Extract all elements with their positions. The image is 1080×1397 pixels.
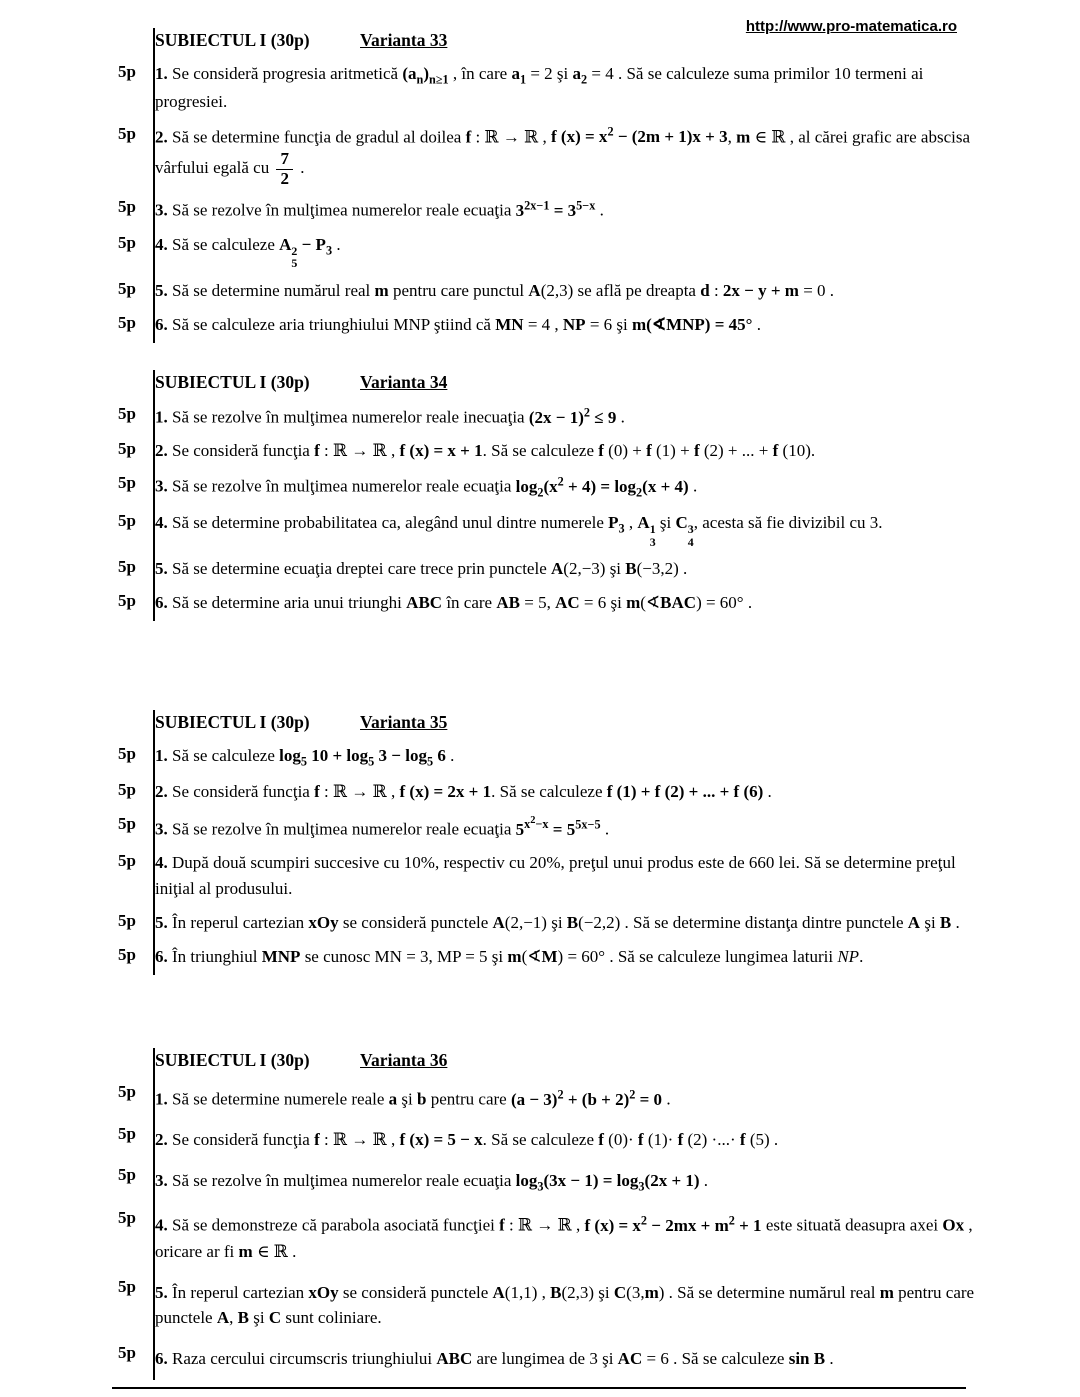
points-label: 5p [118, 123, 136, 143]
page-bottom-rule [112, 1387, 966, 1389]
problem-row [118, 275, 976, 309]
points-label: 5p [118, 591, 136, 611]
problem-row [118, 507, 976, 553]
points-label: 5p [118, 510, 136, 530]
points-label: 5p [118, 1208, 136, 1228]
variant-36-section [118, 1048, 976, 1380]
problem-row [118, 941, 976, 975]
problem-row [118, 469, 976, 507]
problem-text: 1. Să se rezolve în mulţimea numerelor reale inecuaţia $(2x - 1)^2 \le 9$ . [153, 400, 976, 435]
points-gutter [118, 28, 153, 58]
problem-text: 3. Să se rezolve în mulţimea numerelor reale ecuaţia $\log_3(3x - 1) = \log_3(2x + 1)$ . [153, 1161, 976, 1204]
problem-text: 4. După două scumpiri succesive cu 10%, respectiv cu 20%, preţul unui produs este de 660 lei. Să se determine preţul iniţial al produsului. [153, 847, 976, 907]
problem-text: 1. Se consideră progresia aritmetică $(a_n)_{n\ge 1}$ , în care $a_1 = 2$ şi $a_2 = 4$ . Să se calculeze suma primilor 10 termeni ai progresiei. [153, 58, 976, 120]
problem-text: 1. Să se calculeze $\log_5 10 + \log_5 3 - \log_5 6$ . [153, 740, 976, 776]
points-gutter [118, 1048, 153, 1078]
section-header [153, 370, 976, 400]
problem-row [118, 1273, 976, 1340]
section-header [153, 710, 976, 740]
subject-title: SUBIECTUL I (30p) [155, 30, 310, 50]
problem-text: 4. Să se demonstreze că parabola asociată funcţiei f : ℝ → ℝ , f $(x) = x^2 - 2mx + m^2 + 1$ este situată deasupra axei Ox , oricare ar fi m ∈ ℝ . [153, 1204, 976, 1272]
problem-row [118, 58, 976, 120]
points-label: 5p [118, 473, 136, 493]
problem-text: 5. În reperul cartezian xOy se consideră punctele A(1,1) , B(2,3) şi C(3,m) . Să se determine numărul real m pentru care punctele A, B şi C sunt coliniare. [153, 1273, 976, 1340]
problem-row [118, 587, 976, 621]
problem-text: 2. Se consideră funcţia f : ℝ → ℝ , f (x) = 2x + 1. Să se calculeze f (1) + f (2) + ... + f (6) . [153, 776, 976, 810]
problem-text: 4. Să se calculeze A 2 5 − $P_3$ . [153, 229, 976, 275]
section-header-row [118, 710, 976, 740]
problem-row [118, 400, 976, 435]
points-label: 5p [118, 439, 136, 459]
points-label: 5p [118, 851, 136, 871]
problem-row [118, 1161, 976, 1204]
variant-title: Varianta 35 [360, 712, 448, 732]
problem-row [118, 229, 976, 275]
points-label: 5p [118, 1276, 136, 1296]
problem-text: 4. Să se determine probabilitatea ca, alegând unul dintre numerele $P_3$ , A 1 3 şi C 3 4 , acesta să fie divizibil cu 3. [153, 507, 976, 553]
problem-row [118, 1120, 976, 1161]
problem-text: 2. Să se determine funcţia de gradul al doilea f : ℝ → ℝ , f $(x) = x^2 - (2m + 1)x + 3$, m ∈ ℝ , al cărei grafic are abscisa vârfului egală cu $\frac{7}{2}$ . [153, 120, 976, 193]
section-header-row [118, 28, 976, 58]
section-header [153, 1048, 976, 1078]
problem-text: 3. Să se rezolve în mulţimea numerelor reale ecuaţia $\log_2(x^2 + 4) = \log_2(x + 4)$ . [153, 469, 976, 507]
problem-text: 6. Să se determine aria unui triunghi ABC în care AB = 5, AC = 6 şi m(∢BAC) = 60° . [153, 587, 976, 621]
problem-text: 5. Să se determine ecuaţia dreptei care trece prin punctele A(2,−3) şi B(−3,2) . [153, 553, 976, 587]
points-label: 5p [118, 404, 136, 423]
problem-row [118, 309, 976, 343]
section-header-row [118, 370, 976, 400]
section-header-row [118, 1048, 976, 1078]
points-label: 5p [118, 744, 136, 763]
points-label: 5p [118, 1343, 136, 1363]
problem-row [118, 776, 976, 810]
variant-35-section [118, 710, 976, 975]
problem-row [118, 553, 976, 587]
points-label: 5p [118, 62, 136, 81]
subject-title: SUBIECTUL I (30p) [155, 372, 310, 392]
points-label: 5p [118, 944, 136, 964]
points-label: 5p [118, 1082, 136, 1101]
problem-text: 1. Să se determine numerele reale a şi b pentru care $(a - 3)^2 + (b + 2)^2 = 0$ . [153, 1078, 976, 1120]
points-label: 5p [118, 813, 136, 833]
problem-text: 3. Să se rezolve în mulţimea numerelor reale ecuaţia $5^{x^2-x} = 5^{5x-5}$ . [153, 810, 976, 848]
problem-row [118, 740, 976, 776]
subject-title: SUBIECTUL I (30p) [155, 712, 310, 732]
points-label: 5p [118, 197, 136, 217]
problem-row [118, 1339, 976, 1380]
problem-row [118, 847, 976, 907]
variant-title: Varianta 34 [360, 372, 448, 392]
problem-text: 6. Raza cercului circumscris triunghiului ABC are lungimea de 3 şi AC = 6 . Să se calculeze sin B . [153, 1339, 976, 1380]
problem-text: 5. În reperul cartezian xOy se consideră punctele A(2,−1) şi B(−2,2) . Să se determine distanţa dintre punctele A şi B . [153, 907, 976, 941]
points-label: 5p [118, 312, 136, 332]
problem-row [118, 120, 976, 193]
points-label: 5p [118, 911, 136, 931]
problem-row [118, 1078, 976, 1120]
points-label: 5p [118, 1124, 136, 1144]
points-gutter [118, 710, 153, 740]
problem-text: 6. Să se calculeze aria triunghiului MNP ştiind că MN = 4 , NP = 6 şi m(∢MNP) = 45° . [153, 309, 976, 343]
site-url-link[interactable]: http://www.pro-matematica.ro [745, 18, 957, 35]
section-header [153, 28, 976, 58]
problem-row [118, 435, 976, 469]
problem-text: 6. În triunghiul MNP se cunosc MN = 3, MP = 5 şi m(∢M) = 60° . Să se calculeze lungimea laturii NP. [153, 941, 976, 975]
variant-title: Varianta 36 [360, 1050, 448, 1070]
problem-row [118, 193, 976, 228]
problem-text: 2. Se consideră funcţia f : ℝ → ℝ , f (x) = x + 1. Să se calculeze f (0) + f (1) + f (2) + ... + f (10). [153, 435, 976, 469]
problem-text: 2. Se consideră funcţia f : ℝ → ℝ , f (x) = 5 − x. Să se calculeze f (0)· f (1)· f (2) ·...· f (5) . [153, 1120, 976, 1161]
problem-row [118, 907, 976, 941]
variant-34-section [118, 370, 976, 621]
points-label: 5p [118, 779, 136, 799]
points-label: 5p [118, 232, 136, 252]
points-label: 5p [118, 1165, 136, 1185]
points-gutter [118, 370, 153, 400]
problem-text: 3. Să se rezolve în mulţimea numerelor reale ecuaţia $3^{2x-1} = 3^{5-x}$ . [153, 193, 976, 228]
points-label: 5p [118, 278, 136, 298]
variant-33-section [118, 28, 976, 343]
problem-row [118, 1204, 976, 1272]
subject-title: SUBIECTUL I (30p) [155, 1050, 310, 1070]
points-label: 5p [118, 557, 136, 577]
problem-row [118, 810, 976, 848]
problem-text: 5. Să se determine numărul real m pentru care punctul A(2,3) se află pe dreapta d : 2x − y + m = 0 . [153, 275, 976, 309]
variant-title: Varianta 33 [360, 30, 448, 50]
